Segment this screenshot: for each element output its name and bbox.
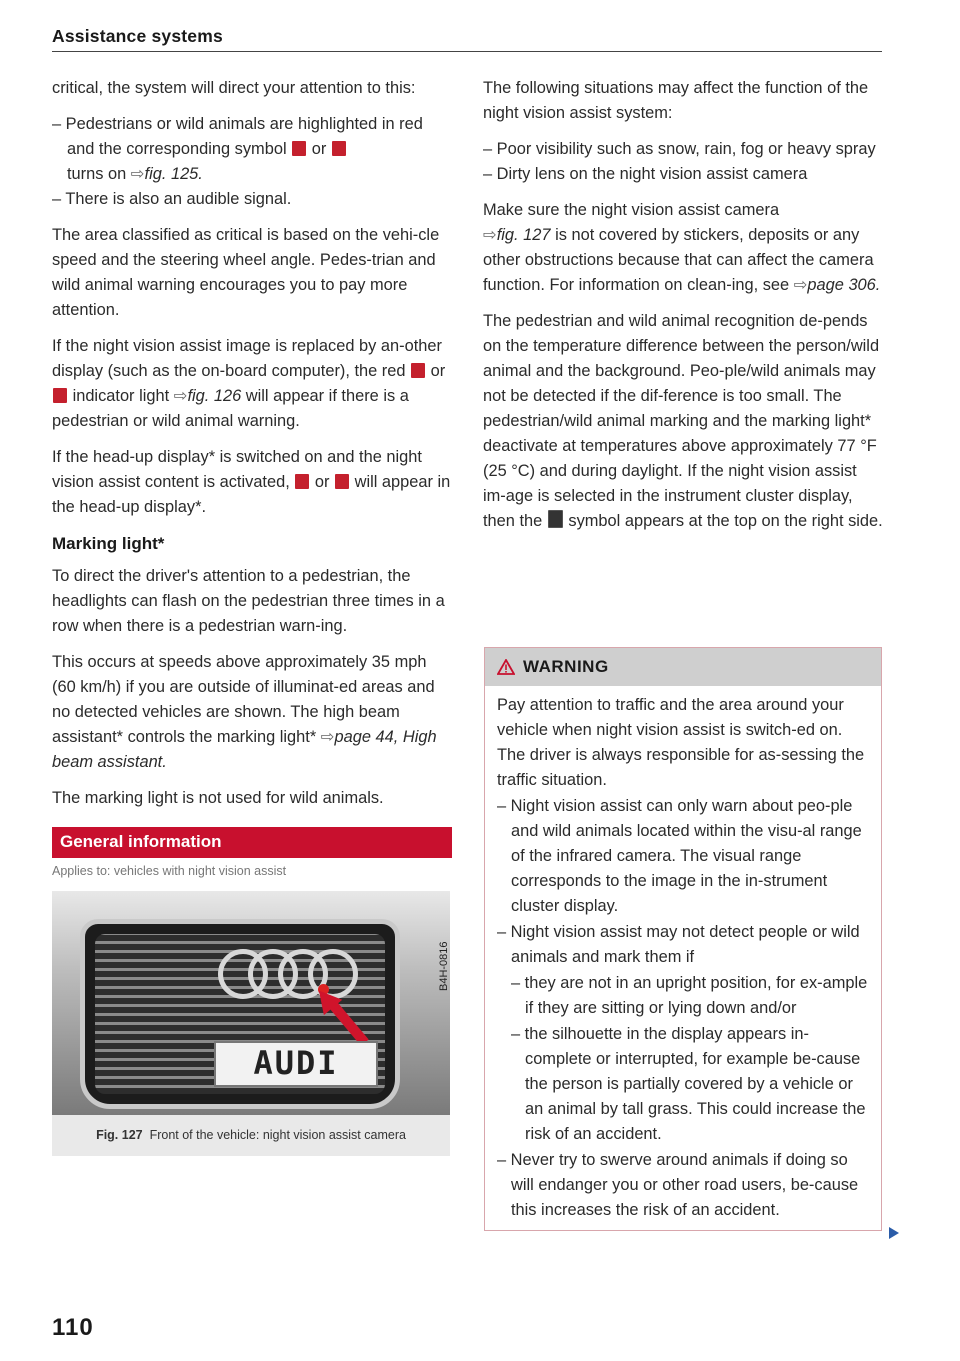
animal-indicator-icon [53,388,67,403]
figure-code: B4H-0816 [438,941,450,991]
right-paragraph-2: Make sure the night vision assist camera ⇨fig. 127 is not covered by stickers, deposits or any other obstructions because that can affect the camera function. For information on clean-ing, see ⇨page 306. [483,201,881,294]
warning-sublist-item: – they are not in an upright position, for ex-ample if they are sitting or lying down and/or [511,974,868,1017]
left-paragraph-4: If the head-up display* is switched on and the night vision assist content is activated, or will appear in the head-up display*. [52,448,451,516]
marking-light-heading: Marking light* [52,534,165,553]
list-item-dirty-lens: – Dirty lens on the night vision assist camera [483,165,808,183]
warning-list-item: – Never try to swerve around animals if doing so will endanger you or other road users, be-cause this increases the risk of an accident. [497,1151,859,1219]
list-item-poor-visibility: – Poor visibility such as snow, rain, fog or heavy spray [483,140,876,158]
hud-animal-icon [335,474,349,489]
applies-to-note: Applies to: vehicles with night vision assist [52,864,287,878]
hud-pedestrian-icon [295,474,309,489]
warning-triangle-icon [497,659,515,675]
fig-125-link[interactable]: fig. 125. [144,165,203,183]
page-44-link[interactable]: page 44, High beam assistant. [52,728,437,771]
left-paragraph-2: The area classified as critical is based on the vehi-cle speed and the steering wheel angle. Pedes-trian and wild animal warning encourages you to pay more attention. [52,226,440,319]
continue-arrow-icon [889,1227,899,1239]
warning-sublist-item: – the silhouette in the display appears in-complete or interrupted, for example be-cause the person is partially covered by a vehicle or an animal by tall grass. This could increase the risk of an accident. [511,1025,866,1143]
pedestrian-warning-icon [292,141,306,156]
warning-header [485,648,881,686]
section-header-title: Assistance systems [52,26,223,46]
figure-caption: Fig. 127 Front of the vehicle: night vision assist camera [52,1115,450,1156]
left-column [52,76,452,1156]
left-paragraph-6: This occurs at speeds above approximately 35 mph (60 km/h) if you are outside of illuminat-ed areas and no detected vehicles are shown. The high beam assistant* controls the marking light* ⇨page 44, High beam assistant. [52,653,437,771]
page-306-link[interactable]: page 306. [807,276,881,294]
license-plate: AUDI [214,1041,378,1087]
header-divider [52,51,882,52]
right-column [483,76,883,545]
left-paragraph-3: If the night vision assist image is replaced by an-other display (such as the on-board computer), the red or indicator light ⇨fig. 126 will appear if there is a pedestrian or wild animal warning. [52,337,446,430]
pedestrian-indicator-icon [411,363,425,378]
right-paragraph-1: The following situations may affect the function of the night vision assist system: [483,79,869,122]
animal-warning-icon [332,141,346,156]
warning-list-item: – Night vision assist may not detect people or wild animals and mark them if [497,923,860,966]
warning-paragraph: Pay attention to traffic and the area around your vehicle when night vision assist is switch-ed on. The driver is always responsible for as-sessing the traffic situation. [497,696,865,789]
left-paragraph-7: The marking light is not used for wild animals. [52,789,384,807]
warning-list-item: – Night vision assist can only warn about peo-ple and wild animals located within the visu-al range of the infrared camera. The visual range corresponds to the image in the in-strument cluster display. [497,797,862,915]
warning-title: WARNING [523,657,609,676]
night-vision-symbol-icon [548,510,563,528]
list-item-highlighted: – Pedestrians or wild animals are highlighted in red and the corresponding symbol or turns on ⇨fig. 125. [52,115,423,183]
warning-body [485,686,881,1230]
fig-127-link[interactable]: fig. 127 [496,226,551,244]
left-paragraph-5: To direct the driver's attention to a pedestrian, the headlights can flash on the pedestrian three times in a row when there is a pedestrian warn-ing. [52,567,445,635]
right-paragraph-3: The pedestrian and wild animal recognition de-pends on the temperature difference between the person/wild animal and the background. Peo-ple/wild animals may not be detected if the dif-ference is too small. The pedestrian/wild animal marking and the marking light* deactivate at temperatures above approximately 77 °F (25 °C) and during daylight. If the night vision assist im-age is selected in the instrument cluster display, then the symbol appears at the top on the right side. [483,312,883,530]
general-information-heading: General information [52,827,452,858]
page-number: 110 [52,1314,94,1341]
list-item-audible: – There is also an audible signal. [52,190,292,208]
fig-126-link[interactable]: fig. 126 [187,387,242,405]
warning-box [484,647,882,1231]
left-paragraph-1: critical, the system will direct your attention to this: [52,79,416,97]
vehicle-front-photo [52,891,450,1115]
